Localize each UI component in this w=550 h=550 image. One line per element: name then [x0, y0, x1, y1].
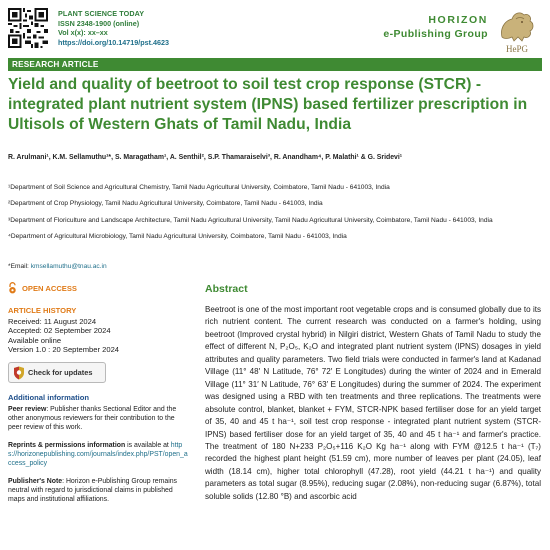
- reprints-link[interactable]: https://horizonepublishing.com/journals/index.php/PST/open_access_policy: [8, 442, 188, 468]
- reprints-label: Reprints & permissions information: [8, 442, 126, 450]
- affiliation-3: ³Department of Floriculture and Landscape Architecture, Tamil Nadu Agricultural University, Tamil Nadu Agricultural University, Coimbatore, Tamil Nadu - 641003, India: [8, 216, 493, 224]
- check-updates-label: Check for updates: [28, 368, 93, 378]
- journal-info: [58, 9, 169, 47]
- qr-code-icon: [8, 8, 48, 48]
- check-updates-icon: [13, 366, 25, 380]
- publisher-note: [8, 477, 188, 504]
- reprints-text: is available at: [125, 442, 171, 450]
- publisher-line1: HORIZON: [428, 14, 488, 26]
- article-type-label: RESEARCH ARTICLE: [12, 60, 99, 69]
- author-list: R. Arulmani¹, K.M. Sellamuthu¹*, S. Maragatham¹, A. Senthil², S.P. Thamaraiselvi³, R. Anandham⁴, P. Malathi¹ & G. Sridevi¹: [8, 154, 403, 161]
- article-title: Yield and quality of beetroot to soil test crop response (STCR) - integrated plant nutrient system (IPNS) based fertilizer prescription in Ultisols of Western Ghats of Tamil Nadu, India: [8, 76, 528, 133]
- peer-review-note: [8, 405, 188, 432]
- check-for-updates-button[interactable]: [8, 362, 106, 383]
- journal-name: PLANT SCIENCE TODAY: [58, 9, 145, 18]
- affiliation-4: ⁴Department of Agricultural Microbiology, Tamil Nadu Agricultural University, Coimbatore, Tamil Nadu - 641003, India: [8, 233, 347, 241]
- open-lock-icon: [8, 282, 17, 294]
- open-access-badge: [8, 282, 188, 294]
- additional-info-heading: Additional information: [8, 393, 89, 403]
- article-type-banner: [8, 58, 542, 71]
- peer-review-text: : Publisher thanks Sectional Editor and the other anonymous reviewers for their contribution to the peer review of this work.: [8, 406, 177, 432]
- hepg-lion-logo-icon: [494, 7, 540, 55]
- accepted-date: Accepted: 02 September 2024: [8, 326, 111, 336]
- available-online: Available online: [8, 335, 62, 345]
- version-info: Version 1.0 : 20 September 2024: [8, 344, 120, 354]
- doi-link[interactable]: https://doi.org/10.14719/pst.4623: [58, 37, 170, 47]
- publisher-note-text: : Horizon e-Publishing Group remains neutral with regard to jurisdictional claims in published maps and institutional affiliations.: [8, 478, 178, 504]
- journal-volume: Vol x(x): xx–xx: [58, 28, 108, 38]
- logo-text: HePG: [506, 44, 528, 54]
- affiliation-1: ¹Department of Soil Science and Agricultural Chemistry, Tamil Nadu Agricultural University, Coimbatore, Tamil Nadu - 641003, India: [8, 184, 390, 191]
- received-date: Received: 11 August 2024: [8, 317, 97, 326]
- article-sidebar: [8, 282, 188, 513]
- abstract-heading: Abstract: [205, 283, 248, 295]
- email-label: *Email:: [8, 263, 31, 270]
- corresponding-email: [8, 263, 107, 270]
- peer-review-label: Peer review: [8, 406, 47, 414]
- article-history-heading: ARTICLE HISTORY: [8, 306, 77, 315]
- reprints-note: [8, 441, 188, 468]
- affiliation-2: ²Department of Crop Physiology, Tamil Nadu Agricultural University, Coimbatore, Tamil Nadu - 641003, India: [8, 200, 323, 208]
- journal-issn: ISSN 2348-1900 (online): [58, 18, 140, 28]
- article-history: [8, 317, 188, 354]
- publisher-note-label: Publisher's Note: [8, 478, 63, 486]
- publisher-name: [383, 14, 488, 40]
- publisher-line2: e-Publishing Group: [383, 28, 488, 40]
- abstract-text: Beetroot is one of the most important root vegetable crops and is consumed globally due to its rich nutrient content. The current research was conducted on a farmer's holding, using beetroot (Improved crystal hybrid) in Nilgiri district, Western Ghats of Tamil Nadu to study the effect of different N, P₂O₅, K₂O and integrated plant nutrient system (IPNS) dosages in yield attributes and quality parameters. Two field trials were conducted in farmer's land at Kadanad Village (11° 48′ N Latitude, 76° 72′ E Longitudes) during the winter of 2024 and in Emerald Village (11° 31′ N Latitude, 76° 63′ E Longitudes) during the summer of 2024. The experiment was designed using a RBD with ten treatments and three replications. The treatments were absolute control, blanket, blanket + FYM, STCR-NPK based fertiliser dose for an yield target of 35, 40 and 45 t ha⁻¹, soil test crop response - integrated plant nutrient system (STCR-IPNS) based fertiliser dose for an yield target of 35, 40 and 45 t ha⁻¹ and farmer's practice. The treatment of 180 N+233 P₂O₅+116 K₂O Kg ha⁻¹ along with FYM @12.5 t ha⁻¹ (T₇) recorded the highest plant height (51.59 cm), more number of leaves per plant (24.05), leaf width (18.14 cm), higher total chlorophyll (47.28), root yield (44.21 t ha⁻¹) and quality parameters as total sugar (8.95%), reducing sugar (2.08%), non-reducing sugar (6.87%), total soluble solids (12.80 °B) and ascorbic acid: [205, 305, 541, 501]
- affiliations: [8, 183, 540, 249]
- email-link[interactable]: kmsellamuthu@tnau.ac.in: [30, 263, 107, 270]
- open-access-label: OPEN ACCESS: [22, 283, 77, 293]
